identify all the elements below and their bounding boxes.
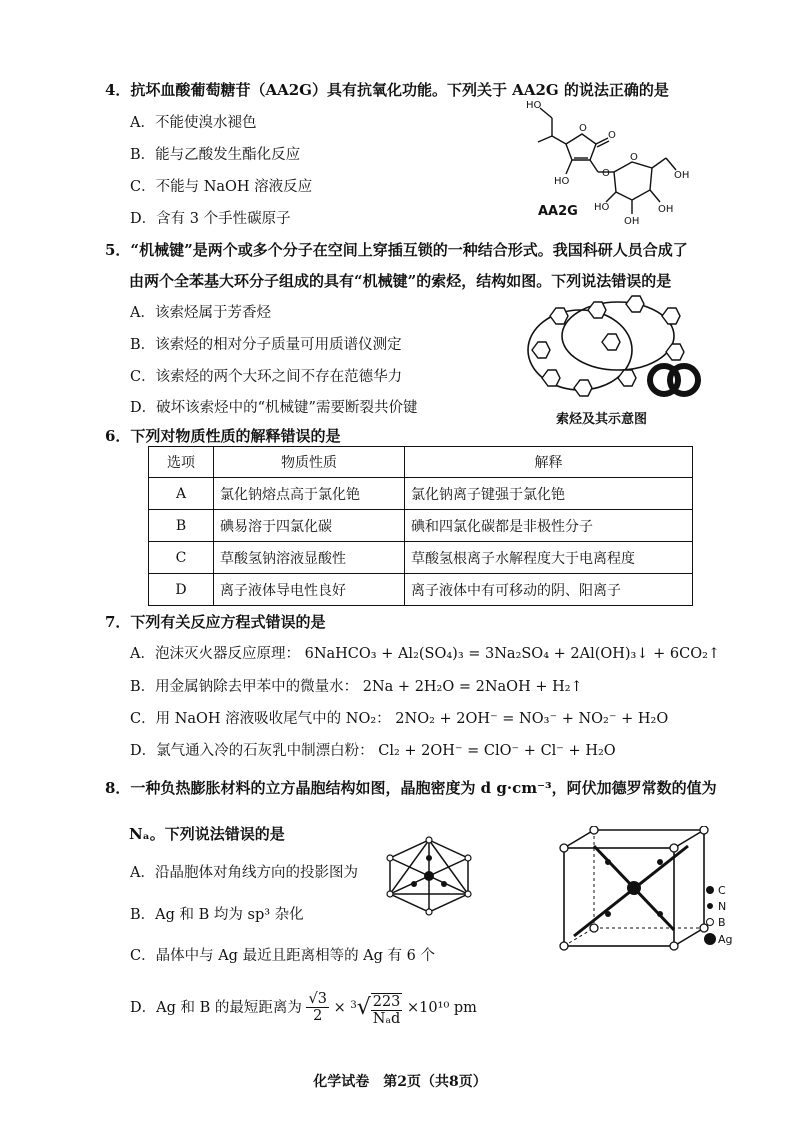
q5-option-b: B．该索烃的相对分子质量可用质谱仪测定 <box>130 337 402 353</box>
root-numerator: 223 <box>372 993 401 1010</box>
q7-option-b <box>130 676 583 698</box>
table-cell: C <box>149 542 214 574</box>
page-footer: 化学试卷 第2页（共8页） <box>313 1074 487 1090</box>
q8-option-d-prefix: D．Ag 和 B 的最短距离为 <box>130 999 302 1016</box>
q8-option-d-tail: ×10¹⁰ pm <box>407 999 477 1016</box>
q4-option-d: D．含有 3 个手性碳原子 <box>130 211 291 227</box>
q7-option-b-equation: 2Na + 2H₂O = 2NaOH + H₂↑ <box>362 679 583 695</box>
q8-stem-line2: Nₐ。下列说法错误的是 <box>129 825 285 843</box>
q7-option-b-text: B．用金属钠除去甲苯中的微量水： <box>130 679 359 695</box>
aa2g-atom-ho2: HO <box>554 176 570 187</box>
legend-c: C <box>718 884 726 897</box>
q4-option-c: C．不能与 NaOH 溶液反应 <box>130 179 313 195</box>
root-denominator: Nₐd <box>372 1010 401 1027</box>
q5-option-d: D．破坏该索烃中的“机械键”需要断裂共价键 <box>130 400 418 416</box>
table-row <box>149 510 693 542</box>
q5-stem-line1: 5．“机械键”是两个或多个分子在空间上穿插互锁的一种结合形式。我国科研人员合成了 <box>105 241 688 259</box>
q7-option-d-equation: Cl₂ + 2OH⁻ = ClO⁻ + Cl⁻ + H₂O <box>378 743 616 759</box>
q5-option-a: A．该索烃属于芳香烃 <box>130 305 271 321</box>
q7-option-a-equation: 6NaHCO₃ + Al₂(SO₄)₃ = 3Na₂SO₄ + 2Al(OH)₃↓ + 6CO₂↑ <box>304 646 721 662</box>
q4-option-b: B．能与乙酸发生酯化反应 <box>130 147 301 163</box>
legend-ag: Ag <box>718 933 733 946</box>
catenane-caption: 索烃及其示意图 <box>556 412 648 427</box>
aa2g-label: AA2G <box>538 204 578 219</box>
aa2g-atom-ho1: HO <box>526 100 542 111</box>
legend-n: N <box>718 900 727 913</box>
aa2g-atom-o2: O <box>608 130 616 141</box>
q7-option-d-text: D．氯气通入冷的石灰乳中制漂白粉： <box>130 743 374 759</box>
table-cell: 离子液体导电性良好 <box>214 574 405 606</box>
q4-option-a: A．不能使溴水褪色 <box>130 115 257 131</box>
q7-stem: 7．下列有关反应方程式错误的是 <box>105 613 326 631</box>
sqrt3-over-2 <box>306 991 328 1024</box>
table-cell: 碘和四氯化碳都是非极性分子 <box>405 510 693 542</box>
q7-option-c-text: C．用 NaOH 溶液吸收尾气中的 NO₂： <box>130 711 391 727</box>
q5-option-c: C．该索烃的两个大环之间不存在范德华力 <box>130 369 403 385</box>
aa2g-atom-oh1: OH <box>674 170 690 181</box>
q8-option-d <box>130 986 477 1030</box>
frac-numerator: √3 <box>308 991 327 1008</box>
q7-option-a-text: A．泡沫灭火器反应原理： <box>130 646 300 662</box>
aa2g-atom-o3: O <box>602 168 610 179</box>
table-cell: 草酸氢根离子水解程度大于电离程度 <box>405 542 693 574</box>
q8-stem-line1: 8．一种负热膨胀材料的立方晶胞结构如图，晶胞密度为 d g·cm⁻³，阿伏加德罗常数的值为 <box>105 779 717 797</box>
frac-denominator: 2 <box>313 1008 323 1025</box>
aa2g-atom-oh3: OH <box>658 204 674 215</box>
table-row <box>149 542 693 574</box>
table-row <box>149 478 693 510</box>
q6-stem: 6．下列对物质性质的解释错误的是 <box>105 427 341 445</box>
cube-root: $^3$√ $\frac{223}{\text{Nₐd}}$ <box>350 993 401 1027</box>
table-cell: 氯化钠熔点高于氯化铯 <box>214 478 405 510</box>
projection-hexagon <box>384 836 474 916</box>
table-cell: 碘易溶于四氯化碳 <box>214 510 405 542</box>
q5-stem-line2: 由两个全苯基大环分子组成的具有“机械键”的索烃，结构如图。下列说法错误的是 <box>129 272 672 290</box>
q4-stem: 4．抗坏血酸葡萄糖苷（AA2G）具有抗氧化功能。下列关于 AA2G 的说法正确的是 <box>105 81 669 99</box>
times-sign: × <box>333 999 346 1016</box>
table-cell: A <box>149 478 214 510</box>
aa2g-atom-o1: O <box>579 123 587 134</box>
q6-table <box>148 446 693 606</box>
table-header-cell: 物质性质 <box>214 447 405 478</box>
catenane-figure <box>518 292 704 404</box>
table-cell: B <box>149 510 214 542</box>
q8-option-c: C．晶体中与 Ag 最近且距离相等的 Ag 有 6 个 <box>130 948 435 964</box>
aa2g-atom-oh2: OH <box>624 216 640 227</box>
q7-option-c <box>130 708 668 730</box>
table-cell: 离子液体中有可移动的阴、阳离子 <box>405 574 693 606</box>
unit-cell-figure <box>548 826 748 958</box>
table-header-row <box>149 447 693 478</box>
q8-option-b: B．Ag 和 B 均为 sp³ 杂化 <box>130 907 304 923</box>
table-header-cell: 选项 <box>149 447 214 478</box>
table-row <box>149 574 693 606</box>
table-cell: 草酸氢钠溶液显酸性 <box>214 542 405 574</box>
q7-option-c-equation: 2NO₂ + 2OH⁻ = NO₃⁻ + NO₂⁻ + H₂O <box>395 711 669 727</box>
q8-option-a: A．沿晶胞体对角线方向的投影图为 <box>130 865 358 881</box>
legend-b: B <box>718 916 726 929</box>
q7-option-a <box>130 643 720 665</box>
table-cell: D <box>149 574 214 606</box>
aa2g-atom-o4: O <box>630 152 638 163</box>
q7-option-d <box>130 740 616 762</box>
root-index: 3 <box>350 1000 357 1011</box>
table-cell: 氯化钠离子键强于氯化铯 <box>405 478 693 510</box>
aa2g-atom-ho3: HO <box>594 202 610 213</box>
table-header-cell: 解释 <box>405 447 693 478</box>
